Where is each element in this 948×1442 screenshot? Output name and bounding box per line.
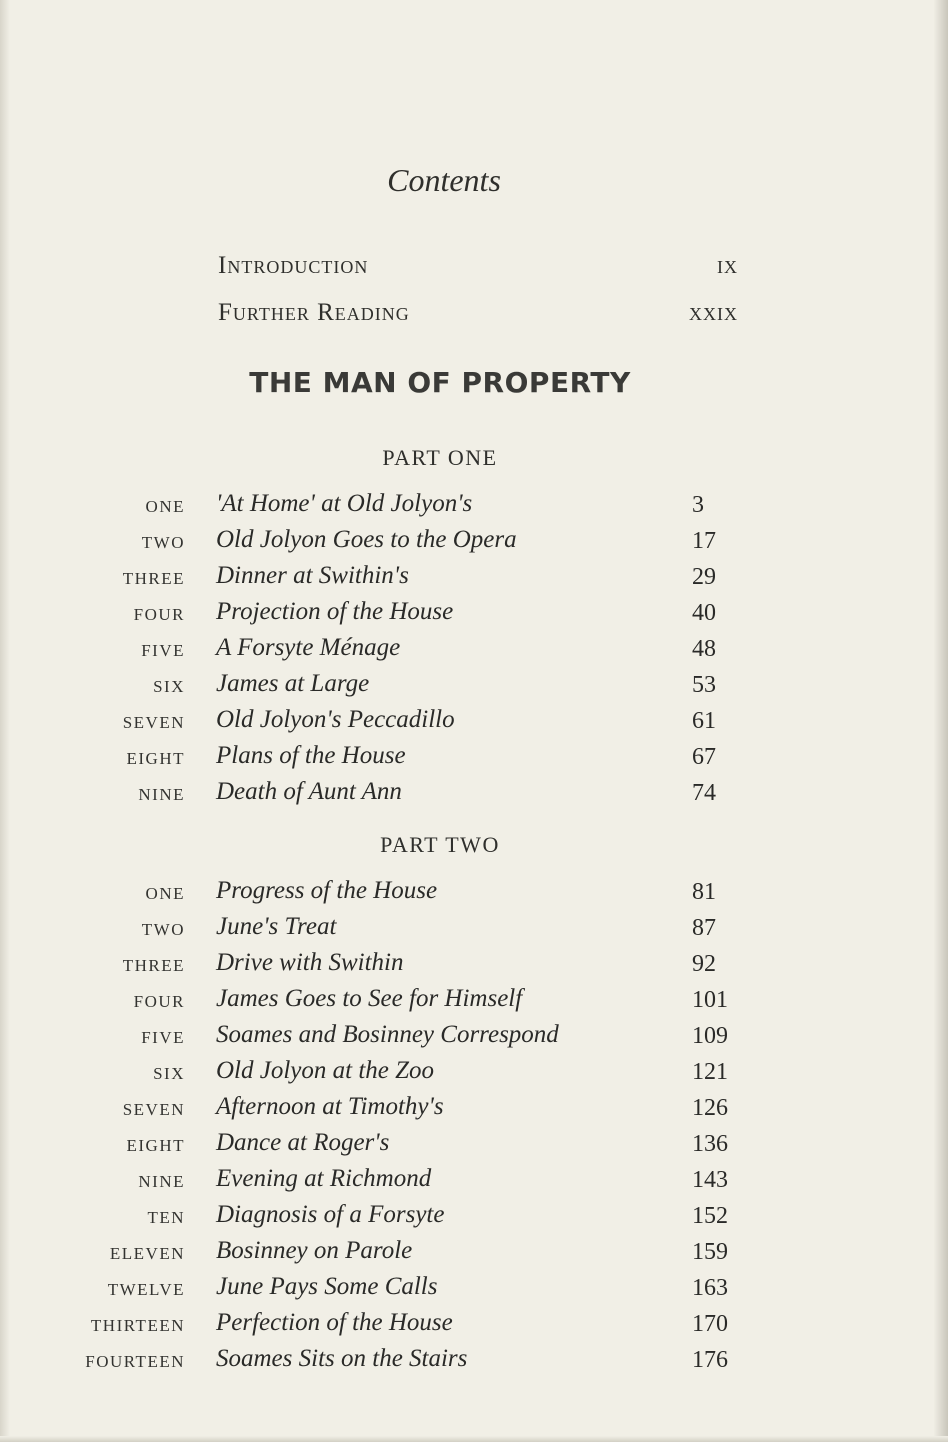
chapter-page: 170 xyxy=(692,1311,728,1337)
toc-row[interactable] xyxy=(0,670,948,706)
chapter-title: Bosinney on Parole xyxy=(216,1237,413,1264)
front-matter-page: ix xyxy=(717,252,738,279)
toc-row[interactable] xyxy=(0,598,948,634)
chapter-page: 109 xyxy=(692,1023,728,1049)
chapter-title: Plans of the House xyxy=(216,742,406,769)
toc-row[interactable] xyxy=(0,1093,948,1129)
chapter-title: Dinner at Swithin's xyxy=(216,562,409,589)
toc-row[interactable] xyxy=(0,877,948,913)
chapter-number: FOUR xyxy=(133,992,185,1011)
chapter-number: THIRTEEN xyxy=(90,1316,185,1335)
chapter-page: 136 xyxy=(692,1131,728,1157)
toc-row[interactable] xyxy=(0,1129,948,1165)
chapter-title: June Pays Some Calls xyxy=(216,1273,438,1300)
chapter-page: 176 xyxy=(692,1347,728,1373)
chapter-number: FOURTEEN xyxy=(85,1352,185,1371)
toc-row[interactable] xyxy=(0,1237,948,1273)
book-title: THE MAN OF PROPERTY xyxy=(249,366,631,399)
toc-row[interactable] xyxy=(0,1201,948,1237)
front-matter-page: xxix xyxy=(689,299,738,326)
chapter-title: James at Large xyxy=(216,670,370,697)
toc-row[interactable] xyxy=(0,634,948,670)
chapter-number: EIGHT xyxy=(126,749,185,768)
toc-row[interactable] xyxy=(0,1165,948,1201)
chapter-title: Soames and Bosinney Correspond xyxy=(216,1021,559,1048)
chapter-page: 159 xyxy=(692,1239,728,1265)
chapter-page: 61 xyxy=(692,708,716,734)
chapter-number: SEVEN xyxy=(122,713,185,732)
chapter-page: 48 xyxy=(692,636,716,662)
chapter-title: Old Jolyon's Peccadillo xyxy=(216,706,455,733)
chapter-title: James Goes to See for Himself xyxy=(216,985,523,1012)
chapter-page: 152 xyxy=(692,1203,728,1229)
toc-row[interactable] xyxy=(0,985,948,1021)
chapter-page: 101 xyxy=(692,987,728,1013)
toc-row[interactable] xyxy=(0,1057,948,1093)
chapter-number: TWO xyxy=(141,920,185,939)
front-matter-label: Introduction xyxy=(218,252,369,279)
front-matter-introduction[interactable] xyxy=(218,252,738,288)
toc-row[interactable] xyxy=(0,949,948,985)
toc-row[interactable] xyxy=(0,526,948,562)
chapter-number: ELEVEN xyxy=(109,1244,185,1263)
toc-row[interactable] xyxy=(0,1021,948,1057)
chapter-title: Old Jolyon at the Zoo xyxy=(216,1057,435,1084)
chapter-page: 121 xyxy=(692,1059,728,1085)
chapter-title: Soames Sits on the Stairs xyxy=(216,1345,468,1372)
front-matter-further-reading[interactable] xyxy=(218,299,738,335)
chapter-number: EIGHT xyxy=(126,1136,185,1155)
chapter-number: TWELVE xyxy=(107,1280,185,1299)
part-two-heading: PART TWO xyxy=(380,832,500,857)
chapter-page: 53 xyxy=(692,672,716,698)
chapter-number: TWO xyxy=(141,533,185,552)
chapter-number: ONE xyxy=(145,884,185,903)
toc-row[interactable] xyxy=(0,1309,948,1345)
chapter-number: FIVE xyxy=(141,1028,185,1047)
toc-row[interactable] xyxy=(0,913,948,949)
chapter-title: 'At Home' at Old Jolyon's xyxy=(216,490,473,517)
chapter-number: SIX xyxy=(153,1064,185,1083)
chapter-number: NINE xyxy=(138,1172,185,1191)
chapter-title: Diagnosis of a Forsyte xyxy=(216,1201,445,1228)
part-one-heading: PART ONE xyxy=(382,445,498,470)
toc-row[interactable] xyxy=(0,742,948,778)
front-matter-label: Further Reading xyxy=(218,299,410,326)
toc-row[interactable] xyxy=(0,562,948,598)
toc-row[interactable] xyxy=(0,1273,948,1309)
chapter-title: Old Jolyon Goes to the Opera xyxy=(216,526,517,553)
chapter-page: 81 xyxy=(692,879,716,905)
contents-heading: Contents xyxy=(387,162,501,198)
chapter-number: THREE xyxy=(122,569,185,588)
chapter-title: A Forsyte Ménage xyxy=(216,634,401,661)
chapter-title: Dance at Roger's xyxy=(216,1129,390,1156)
chapter-number: SIX xyxy=(153,677,185,696)
chapter-title: Drive with Swithin xyxy=(216,949,404,976)
chapter-number: THREE xyxy=(122,956,185,975)
chapter-page: 74 xyxy=(692,780,716,806)
chapter-number: TEN xyxy=(147,1208,185,1227)
chapter-title: Perfection of the House xyxy=(216,1309,453,1336)
chapter-page: 92 xyxy=(692,951,716,977)
chapter-page: 87 xyxy=(692,915,716,941)
toc-row[interactable] xyxy=(0,706,948,742)
toc-row[interactable] xyxy=(0,1345,948,1381)
chapter-title: Progress of the House xyxy=(216,877,438,904)
chapter-number: NINE xyxy=(138,785,185,804)
chapter-number: SEVEN xyxy=(122,1100,185,1119)
chapter-number: FOUR xyxy=(133,605,185,624)
toc-row[interactable] xyxy=(0,778,948,814)
chapter-page: 163 xyxy=(692,1275,728,1301)
chapter-page: 143 xyxy=(692,1167,728,1193)
toc-row[interactable] xyxy=(0,490,948,526)
chapter-page: 29 xyxy=(692,564,716,590)
chapter-title: Projection of the House xyxy=(216,598,454,625)
chapter-title: June's Treat xyxy=(216,913,337,940)
chapter-title: Evening at Richmond xyxy=(216,1165,432,1192)
chapter-page: 40 xyxy=(692,600,716,626)
chapter-page: 3 xyxy=(692,492,704,518)
chapter-title: Afternoon at Timothy's xyxy=(216,1093,444,1120)
chapter-page: 126 xyxy=(692,1095,728,1121)
chapter-title: Death of Aunt Ann xyxy=(216,778,402,805)
page-edge-bottom xyxy=(0,1436,948,1442)
chapter-number: FIVE xyxy=(141,641,185,660)
chapter-number: ONE xyxy=(145,497,185,516)
chapter-page: 17 xyxy=(692,528,716,554)
chapter-page: 67 xyxy=(692,744,716,770)
